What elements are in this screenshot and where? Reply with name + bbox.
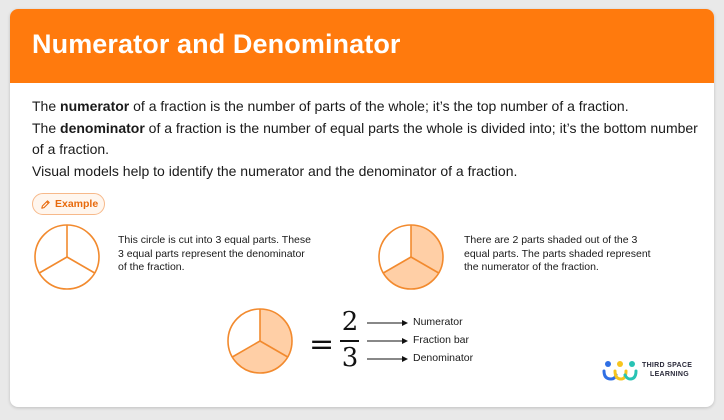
denominator-definition-prefix: The — [32, 119, 61, 136]
content-card — [10, 9, 714, 407]
numerator-definition-prefix: The — [32, 98, 61, 114]
denominator-arrow-icon — [367, 355, 409, 363]
visual-models-note: Visual models help to identify the numerator and the denominator of a fraction. — [32, 162, 518, 179]
circle-two-thirds-shaded — [226, 307, 294, 375]
pencil-icon — [40, 199, 51, 210]
denominator-label: Denominator — [413, 352, 474, 364]
logo-text-line1: THIRD SPACE — [642, 362, 693, 369]
denominator-term: denominator — [60, 119, 145, 136]
logo-text-line2: LEARNING — [650, 371, 689, 378]
circle-three-equal-parts — [33, 223, 101, 291]
example-badge — [32, 193, 105, 215]
numerator-arrow-icon — [367, 319, 409, 327]
fraction-bar-label: Fraction bar — [413, 334, 470, 346]
fraction-numerator: 2 — [341, 307, 359, 337]
fraction-denominator: 3 — [341, 343, 359, 373]
numerator-term: numerator — [60, 98, 130, 114]
circle-two-parts-shaded — [377, 223, 445, 291]
example-badge-label: Example — [55, 198, 99, 210]
denominator-definition — [32, 118, 702, 161]
equals-sign: = — [309, 327, 335, 362]
numerator-definition — [32, 96, 702, 118]
numerator-label: Numerator — [413, 316, 463, 328]
fraction-bar-arrow-icon — [367, 337, 409, 345]
example2-description: There are 2 parts shaded out of the 3 equal parts. The parts shaded represent the numerator of the fraction. — [464, 234, 651, 273]
denominator-definition-body: of a fraction is the number of equal parts the whole is divided into; it’s the bottom number of a fraction. — [32, 119, 698, 157]
fraction-bar — [340, 340, 359, 342]
example1-description: This circle is cut into 3 equal parts. These 3 equal parts represent the denominator of the fraction. — [118, 234, 311, 273]
third-space-learning-logo-icon — [602, 360, 638, 382]
numerator-definition-body: of a fraction is the number of parts of the whole; it’s the top number of a fraction. — [129, 98, 629, 114]
page-title: Numerator and Denominator — [32, 29, 401, 59]
header-bar — [10, 9, 714, 83]
intro-text — [32, 96, 702, 182]
